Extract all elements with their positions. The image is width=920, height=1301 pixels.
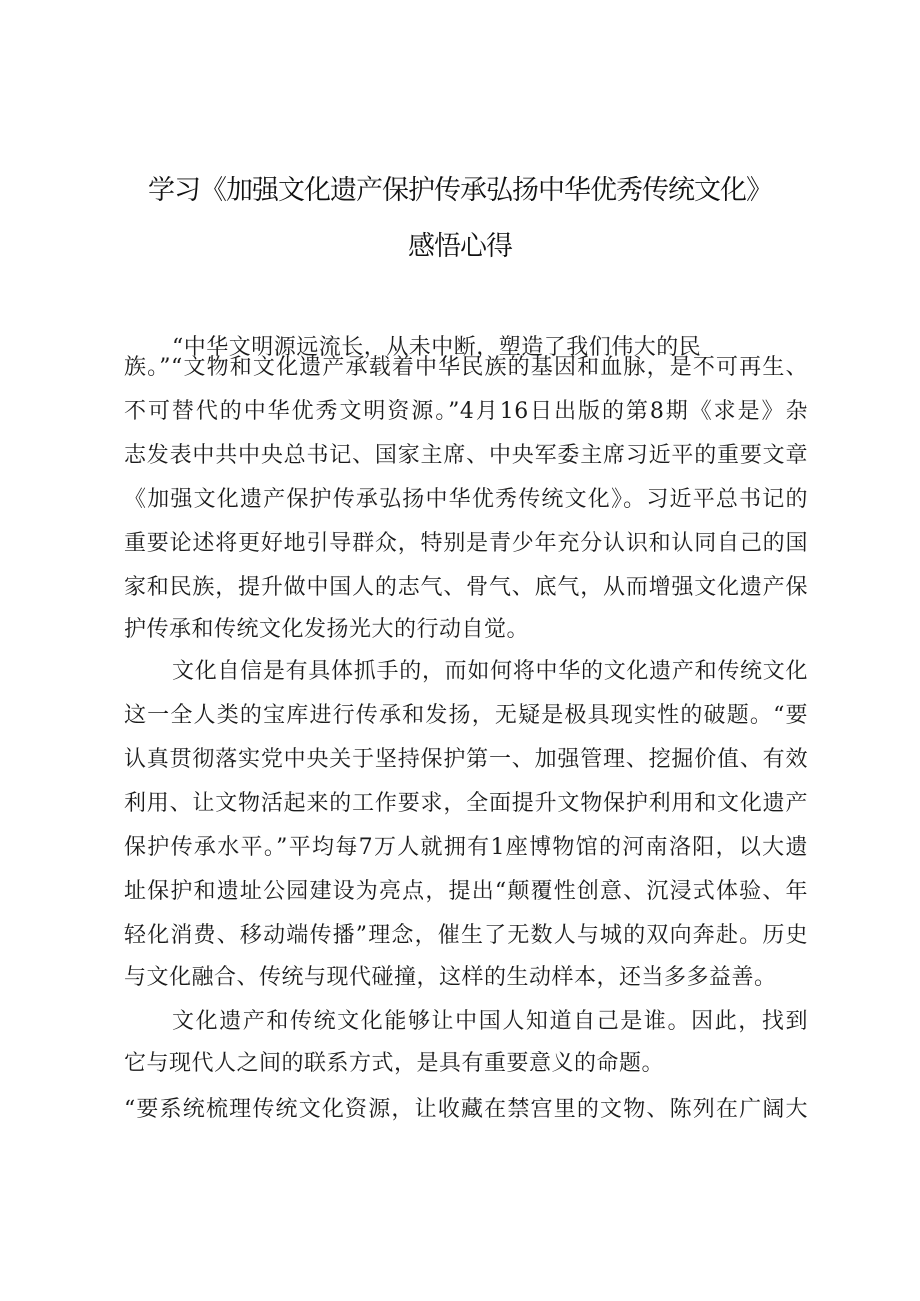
text-line: 它与现代人之间的联系方式，是具有重要意义的命题。	[124, 1051, 665, 1076]
text-line: 《加强文化遗产保护传承弘扬中华优秀传统文化》。习近平总书记的	[124, 487, 808, 512]
text-line: 志发表中共中央总书记、国家主席、中央军委主席习近平的重要文章	[124, 443, 808, 468]
text-line: 利用、让文物活起来的工作要求，全面提升文物保护利用和文化遗产	[124, 791, 808, 816]
text-line: 址保护和遗址公园建设为亮点，提出“颠覆性创意、沉浸式体验、年	[124, 879, 808, 904]
text-line: 文化遗产和传统文化能够让中国人知道自己是谁。因此，找到	[172, 1009, 808, 1034]
text-line: 重要论述将更好地引导群众，特别是青少年充分认识和认同自己的国	[124, 531, 808, 556]
text-line: 轻化消费、移动端传播”理念，催生了无数人与城的双向奔赴。历史	[124, 923, 808, 948]
text-line: 族。”“文物和文化遗产承载着中华民族的基因和血脉，是不可再生、	[124, 355, 808, 380]
text-line: 家和民族，提升做中国人的志气、骨气、底气，从而增强文化遗产保	[124, 575, 808, 600]
text-line: 不可替代的中华优秀文明资源。”4月16日出版的第8期《求是》杂	[124, 399, 808, 424]
text-line: 保护传承水平。”平均每7万人就拥有1座博物馆的河南洛阳，以大遗	[124, 835, 808, 860]
text-line: 认真贯彻落实党中央关于坚持保护第一、加强管理、挖掘价值、有效	[124, 747, 808, 772]
text-line: 这一全人类的宝库进行传承和发扬，无疑是极具现实性的破题。“要	[124, 703, 808, 728]
text-line: 与文化融合、传统与现代碰撞，这样的生动样本，还当多多益善。	[124, 965, 777, 990]
text-line: “中华文明源远流长，从未中断，塑造了我们伟大的民	[172, 335, 702, 360]
document-title: 学习《加强文化遗产保护传承弘扬中华优秀传统文化》	[148, 175, 772, 206]
text-line: 文化自信是有具体抓手的，而如何将中华的文化遗产和传统文化	[172, 659, 808, 684]
document-subtitle: 感悟心得	[408, 231, 512, 262]
text-line: “要系统梳理传统文化资源，让收藏在禁宫里的文物、陈列在广阔大	[124, 1097, 808, 1122]
text-line: 护传承和传统文化发扬光大的行动自觉。	[124, 617, 530, 642]
